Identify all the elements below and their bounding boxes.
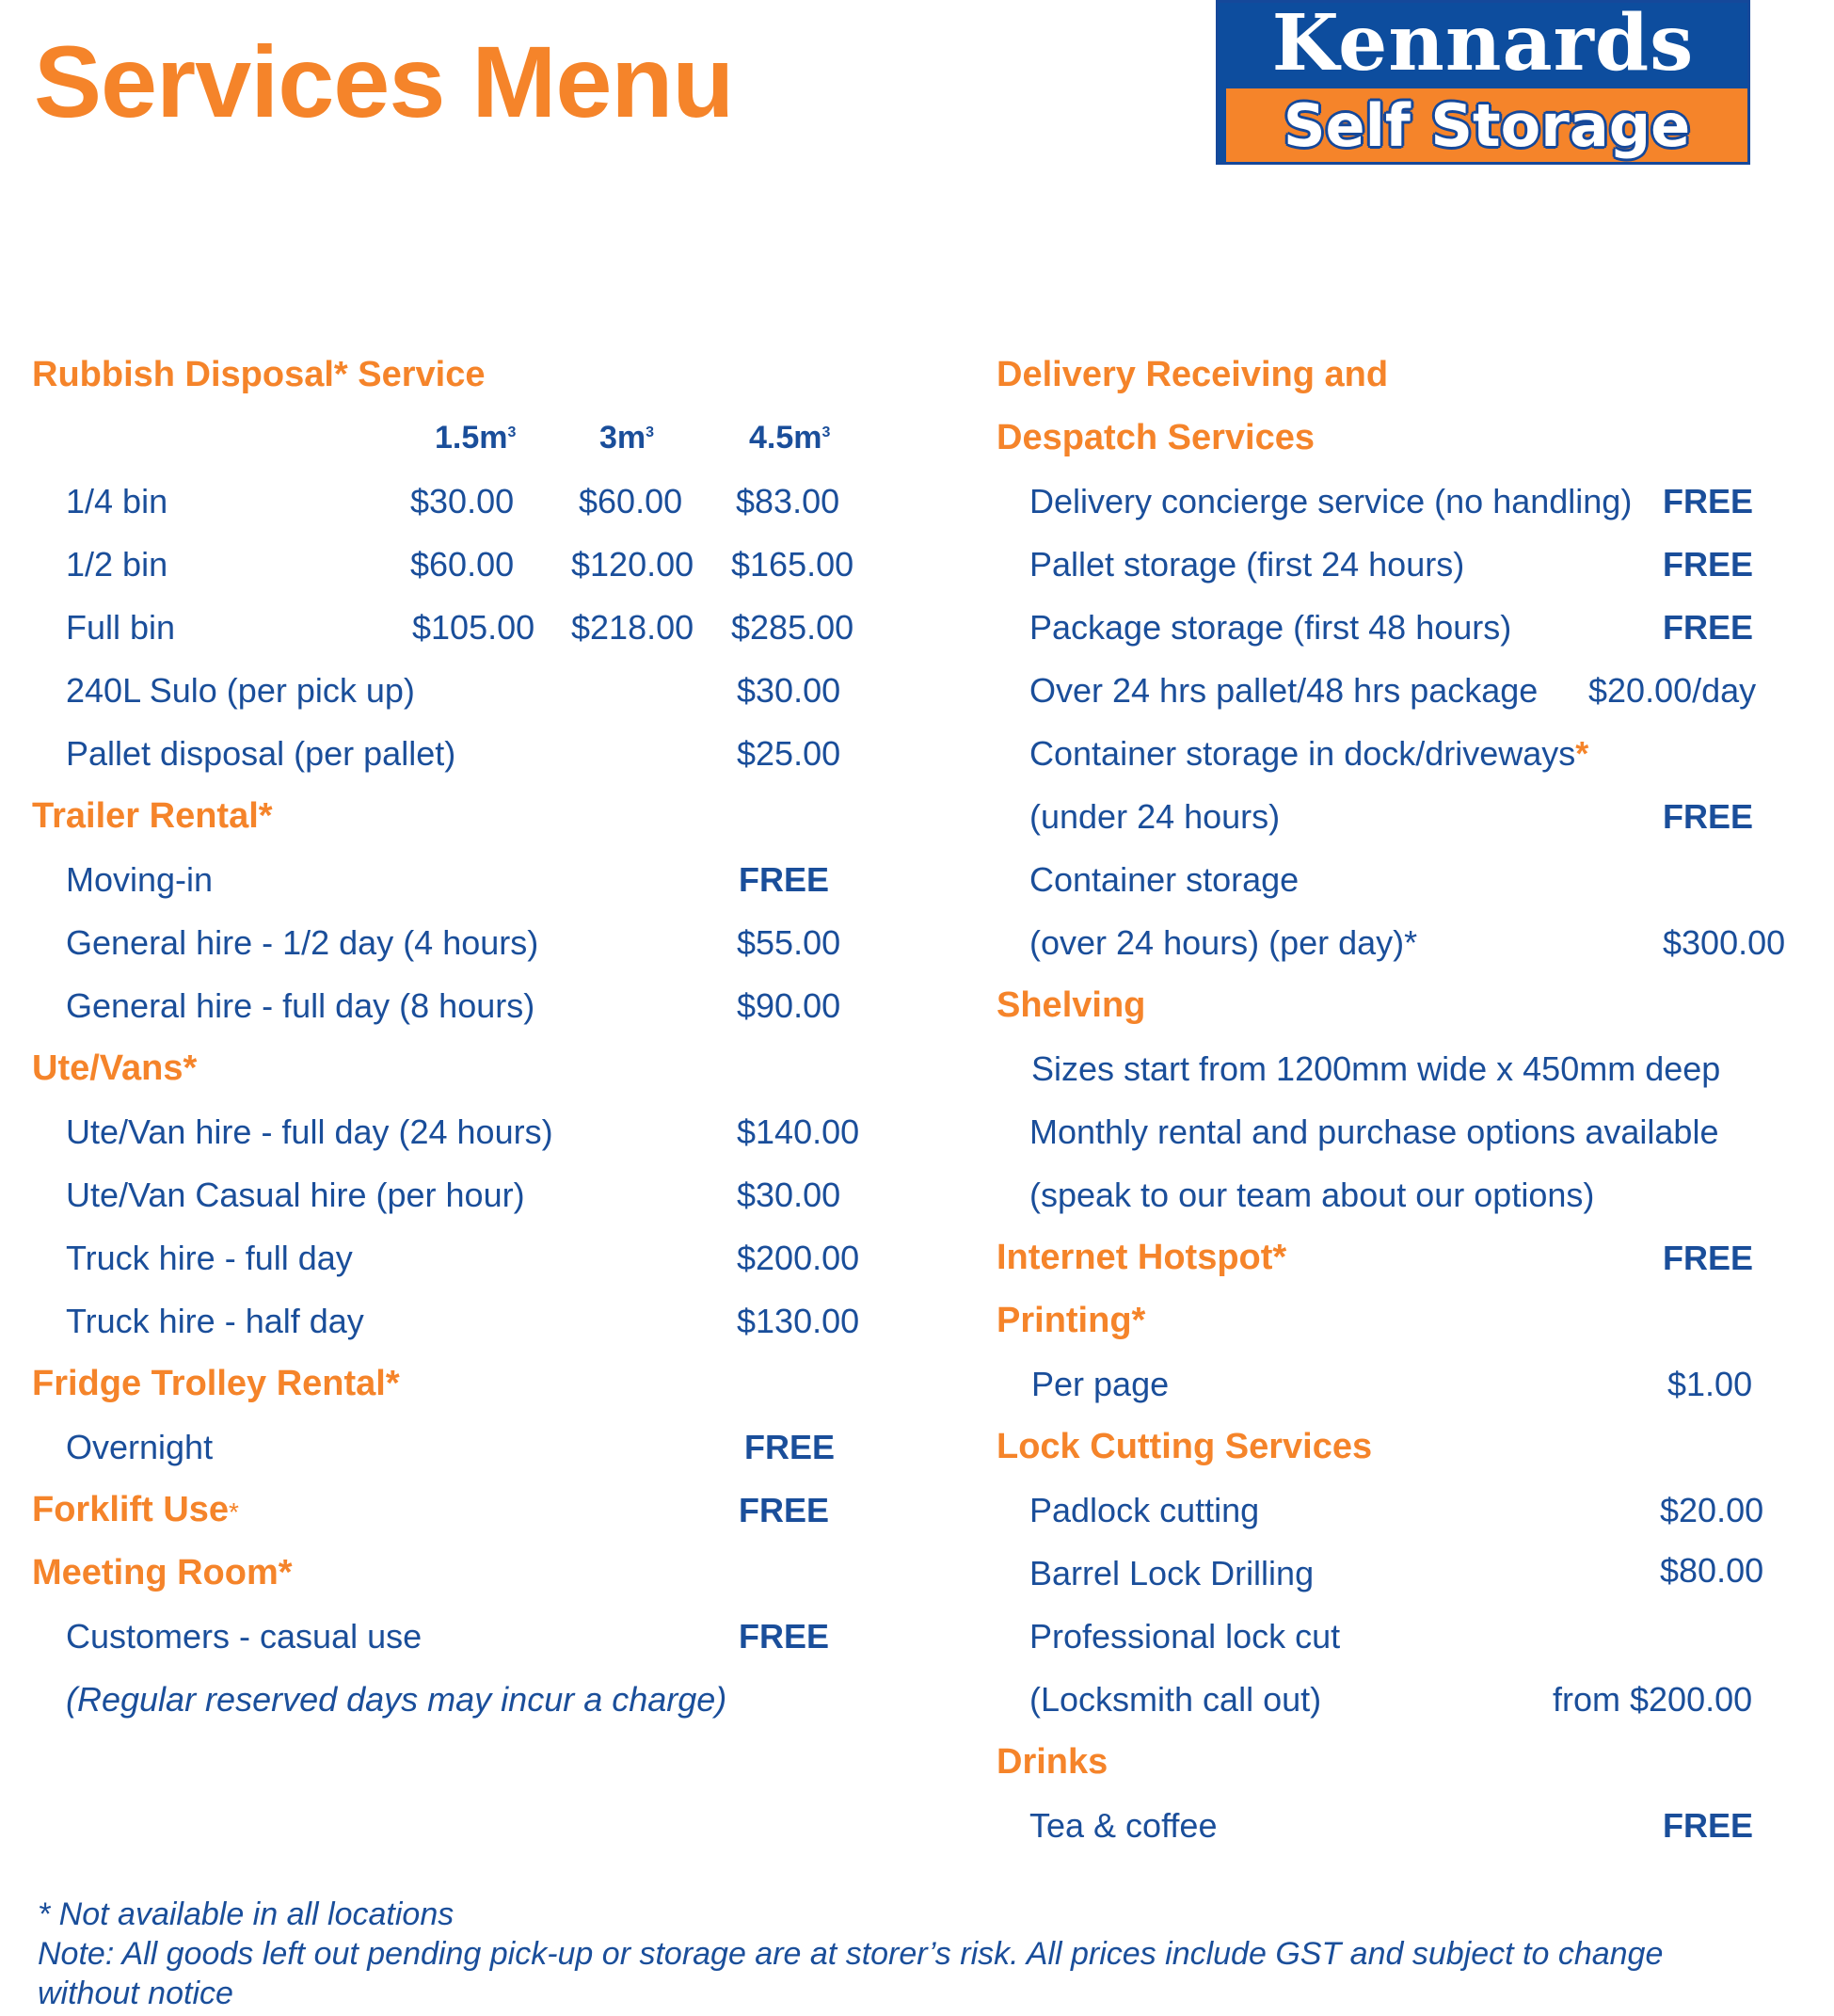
footer-notes xyxy=(38,1895,1826,2013)
item-label: Ute/Van Casual hire (per hour) xyxy=(66,1176,525,1214)
price-value: $80.00 xyxy=(1660,1551,1764,1590)
price-row xyxy=(997,722,1806,785)
footnote-risk-note-cont: without notice xyxy=(38,1976,233,2011)
price-value: $30.00 xyxy=(410,482,515,520)
price-value: $120.00 xyxy=(571,545,694,584)
item-label: General hire - full day (8 hours) xyxy=(66,986,535,1025)
meeting-room-heading: Meeting Room* xyxy=(32,1553,293,1592)
ute-vans-heading: Ute/Vans* xyxy=(32,1048,198,1088)
item-label: (Locksmith call out) xyxy=(1029,1680,1322,1719)
footnote-availability: * Not available in all locations xyxy=(38,1896,455,1932)
price-row xyxy=(32,722,935,785)
item-label: Package storage (first 48 hours) xyxy=(1029,608,1512,647)
price-value: $30.00 xyxy=(737,1176,841,1214)
price-value: $300.00 xyxy=(1663,923,1786,962)
item-label: Pallet storage (first 24 hours) xyxy=(1029,545,1465,584)
price-value: $55.00 xyxy=(737,923,841,962)
price-row xyxy=(997,1668,1806,1731)
price-row xyxy=(997,1605,1806,1668)
printing-heading: Printing* xyxy=(997,1301,1146,1340)
logo-tagline: Self Storage xyxy=(1226,88,1747,162)
price-row xyxy=(997,533,1806,596)
price-value: $25.00 xyxy=(737,734,841,773)
price-value: $20.00/day xyxy=(1588,671,1757,710)
price-row xyxy=(997,1352,1806,1416)
item-label: Professional lock cut xyxy=(1029,1617,1341,1656)
item-label: Full bin xyxy=(66,608,176,647)
price-row xyxy=(32,533,935,596)
price-value: from $200.00 xyxy=(1553,1680,1753,1719)
item-label: 240L Sulo (per pick up) xyxy=(66,671,415,710)
item-label: Container storage xyxy=(1029,860,1300,899)
price-value: $1.00 xyxy=(1667,1365,1753,1403)
item-label: Per page xyxy=(1031,1365,1170,1403)
footnote-risk-note: Note: All goods left out pending pick-up or storage are at storer’s risk. All prices include GST and subject to change xyxy=(38,1936,1664,1972)
item-label: Customers - casual use xyxy=(66,1617,423,1656)
price-value: FREE xyxy=(1663,482,1754,520)
price-row xyxy=(32,1416,935,1479)
item-label: Barrel Lock Drilling xyxy=(1029,1554,1315,1592)
price-row xyxy=(32,470,935,533)
lock-cutting-heading: Lock Cutting Services xyxy=(997,1427,1373,1466)
item-label: Container storage in dock/driveways* xyxy=(1029,734,1589,773)
trailer-rental-heading: Trailer Rental* xyxy=(32,796,273,836)
rubbish-size-header-row xyxy=(32,407,935,470)
price-value: $83.00 xyxy=(736,482,840,520)
price-value: FREE xyxy=(739,1617,830,1656)
price-row xyxy=(997,911,1806,974)
price-value: $130.00 xyxy=(737,1302,860,1340)
item-label: 1/2 bin xyxy=(66,545,168,584)
price-row xyxy=(997,659,1806,722)
shelving-heading: Shelving xyxy=(997,985,1146,1025)
size-column-header: $1.5m^3$ xyxy=(435,420,517,456)
page-title: Services Menu xyxy=(34,24,734,138)
price-value: $30.00 xyxy=(737,671,841,710)
price-row xyxy=(32,596,935,659)
price-value: FREE xyxy=(744,1428,836,1466)
price-row xyxy=(32,1289,935,1352)
price-value: $285.00 xyxy=(731,608,854,647)
price-value: FREE xyxy=(739,860,830,899)
fridge-trolley-heading: Fridge Trolley Rental* xyxy=(32,1364,400,1403)
rubbish-disposal-heading: Rubbish Disposal* Service xyxy=(32,355,486,394)
left-column xyxy=(32,344,935,1731)
price-row xyxy=(997,848,1806,911)
price-value: $140.00 xyxy=(737,1112,860,1151)
price-row xyxy=(32,1100,935,1163)
item-label: Delivery concierge service (no handling) xyxy=(1029,482,1633,520)
price-value: FREE xyxy=(1663,1806,1754,1845)
price-value: $165.00 xyxy=(731,545,854,584)
item-label: Padlock cutting xyxy=(1029,1491,1260,1529)
shelving-line: (speak to our team about our options) xyxy=(1029,1176,1595,1214)
price-value: $60.00 xyxy=(579,482,683,520)
price-row xyxy=(997,785,1806,848)
item-label: 1/4 bin xyxy=(66,482,168,520)
shelving-line: Monthly rental and purchase options available xyxy=(1029,1112,1719,1151)
price-row xyxy=(997,1479,1806,1542)
item-label: Over 24 hrs pallet/48 hrs package xyxy=(1029,671,1539,710)
price-row xyxy=(32,1163,935,1226)
logo-brand-name: Kennards xyxy=(1271,0,1695,88)
kennards-logo xyxy=(1216,0,1750,165)
price-row xyxy=(997,596,1806,659)
price-value: FREE xyxy=(739,1491,830,1529)
forklift-use-heading: Forklift Use* FREE xyxy=(32,1479,935,1542)
delivery-heading-line2: Despatch Services xyxy=(997,418,1315,457)
price-value: FREE xyxy=(1663,608,1754,647)
price-value: $20.00 xyxy=(1660,1491,1764,1529)
item-label: (over 24 hours) (per day)* xyxy=(1029,923,1418,962)
price-value: $90.00 xyxy=(737,986,841,1025)
price-value: FREE xyxy=(1663,1239,1754,1277)
price-row xyxy=(997,1794,1806,1857)
shelving-line: Sizes start from 1200mm wide x 450mm deep xyxy=(1031,1049,1721,1088)
right-column xyxy=(997,344,1806,1857)
size-column-header: $3m^3$ xyxy=(599,420,655,456)
item-label: Truck hire - half day xyxy=(66,1302,364,1340)
size-column-header: $4.5m^3$ xyxy=(749,420,831,456)
item-label: Pallet disposal (per pallet) xyxy=(66,734,456,773)
price-row xyxy=(997,1542,1806,1605)
price-value: $105.00 xyxy=(412,608,535,647)
price-value: $218.00 xyxy=(571,608,694,647)
item-label: Ute/Van hire - full day (24 hours) xyxy=(66,1112,553,1151)
price-row xyxy=(32,974,935,1037)
item-label: Overnight xyxy=(66,1428,214,1466)
asterisk: * xyxy=(229,1497,239,1527)
item-label: Tea & coffee xyxy=(1029,1806,1218,1845)
drinks-heading: Drinks xyxy=(997,1742,1108,1782)
item-label: General hire - 1/2 day (4 hours) xyxy=(66,923,539,962)
delivery-heading-line1: Delivery Receiving and xyxy=(997,355,1389,394)
price-row xyxy=(32,911,935,974)
price-value: $60.00 xyxy=(410,545,515,584)
price-row xyxy=(32,1226,935,1289)
price-row xyxy=(32,659,935,722)
internet-hotspot-heading: Internet Hotspot* FREE xyxy=(997,1226,1806,1289)
price-value: $200.00 xyxy=(737,1239,860,1277)
item-label: Truck hire - full day xyxy=(66,1239,353,1277)
meeting-room-note: (Regular reserved days may incur a charge) xyxy=(66,1680,727,1719)
item-label: (under 24 hours) xyxy=(1029,797,1281,836)
price-value: FREE xyxy=(1663,797,1754,836)
item-label: Moving-in xyxy=(66,860,214,899)
asterisk: * xyxy=(1575,734,1589,773)
price-value: FREE xyxy=(1663,545,1754,584)
price-row xyxy=(32,848,935,911)
price-row xyxy=(32,1605,935,1668)
price-row xyxy=(997,470,1806,533)
